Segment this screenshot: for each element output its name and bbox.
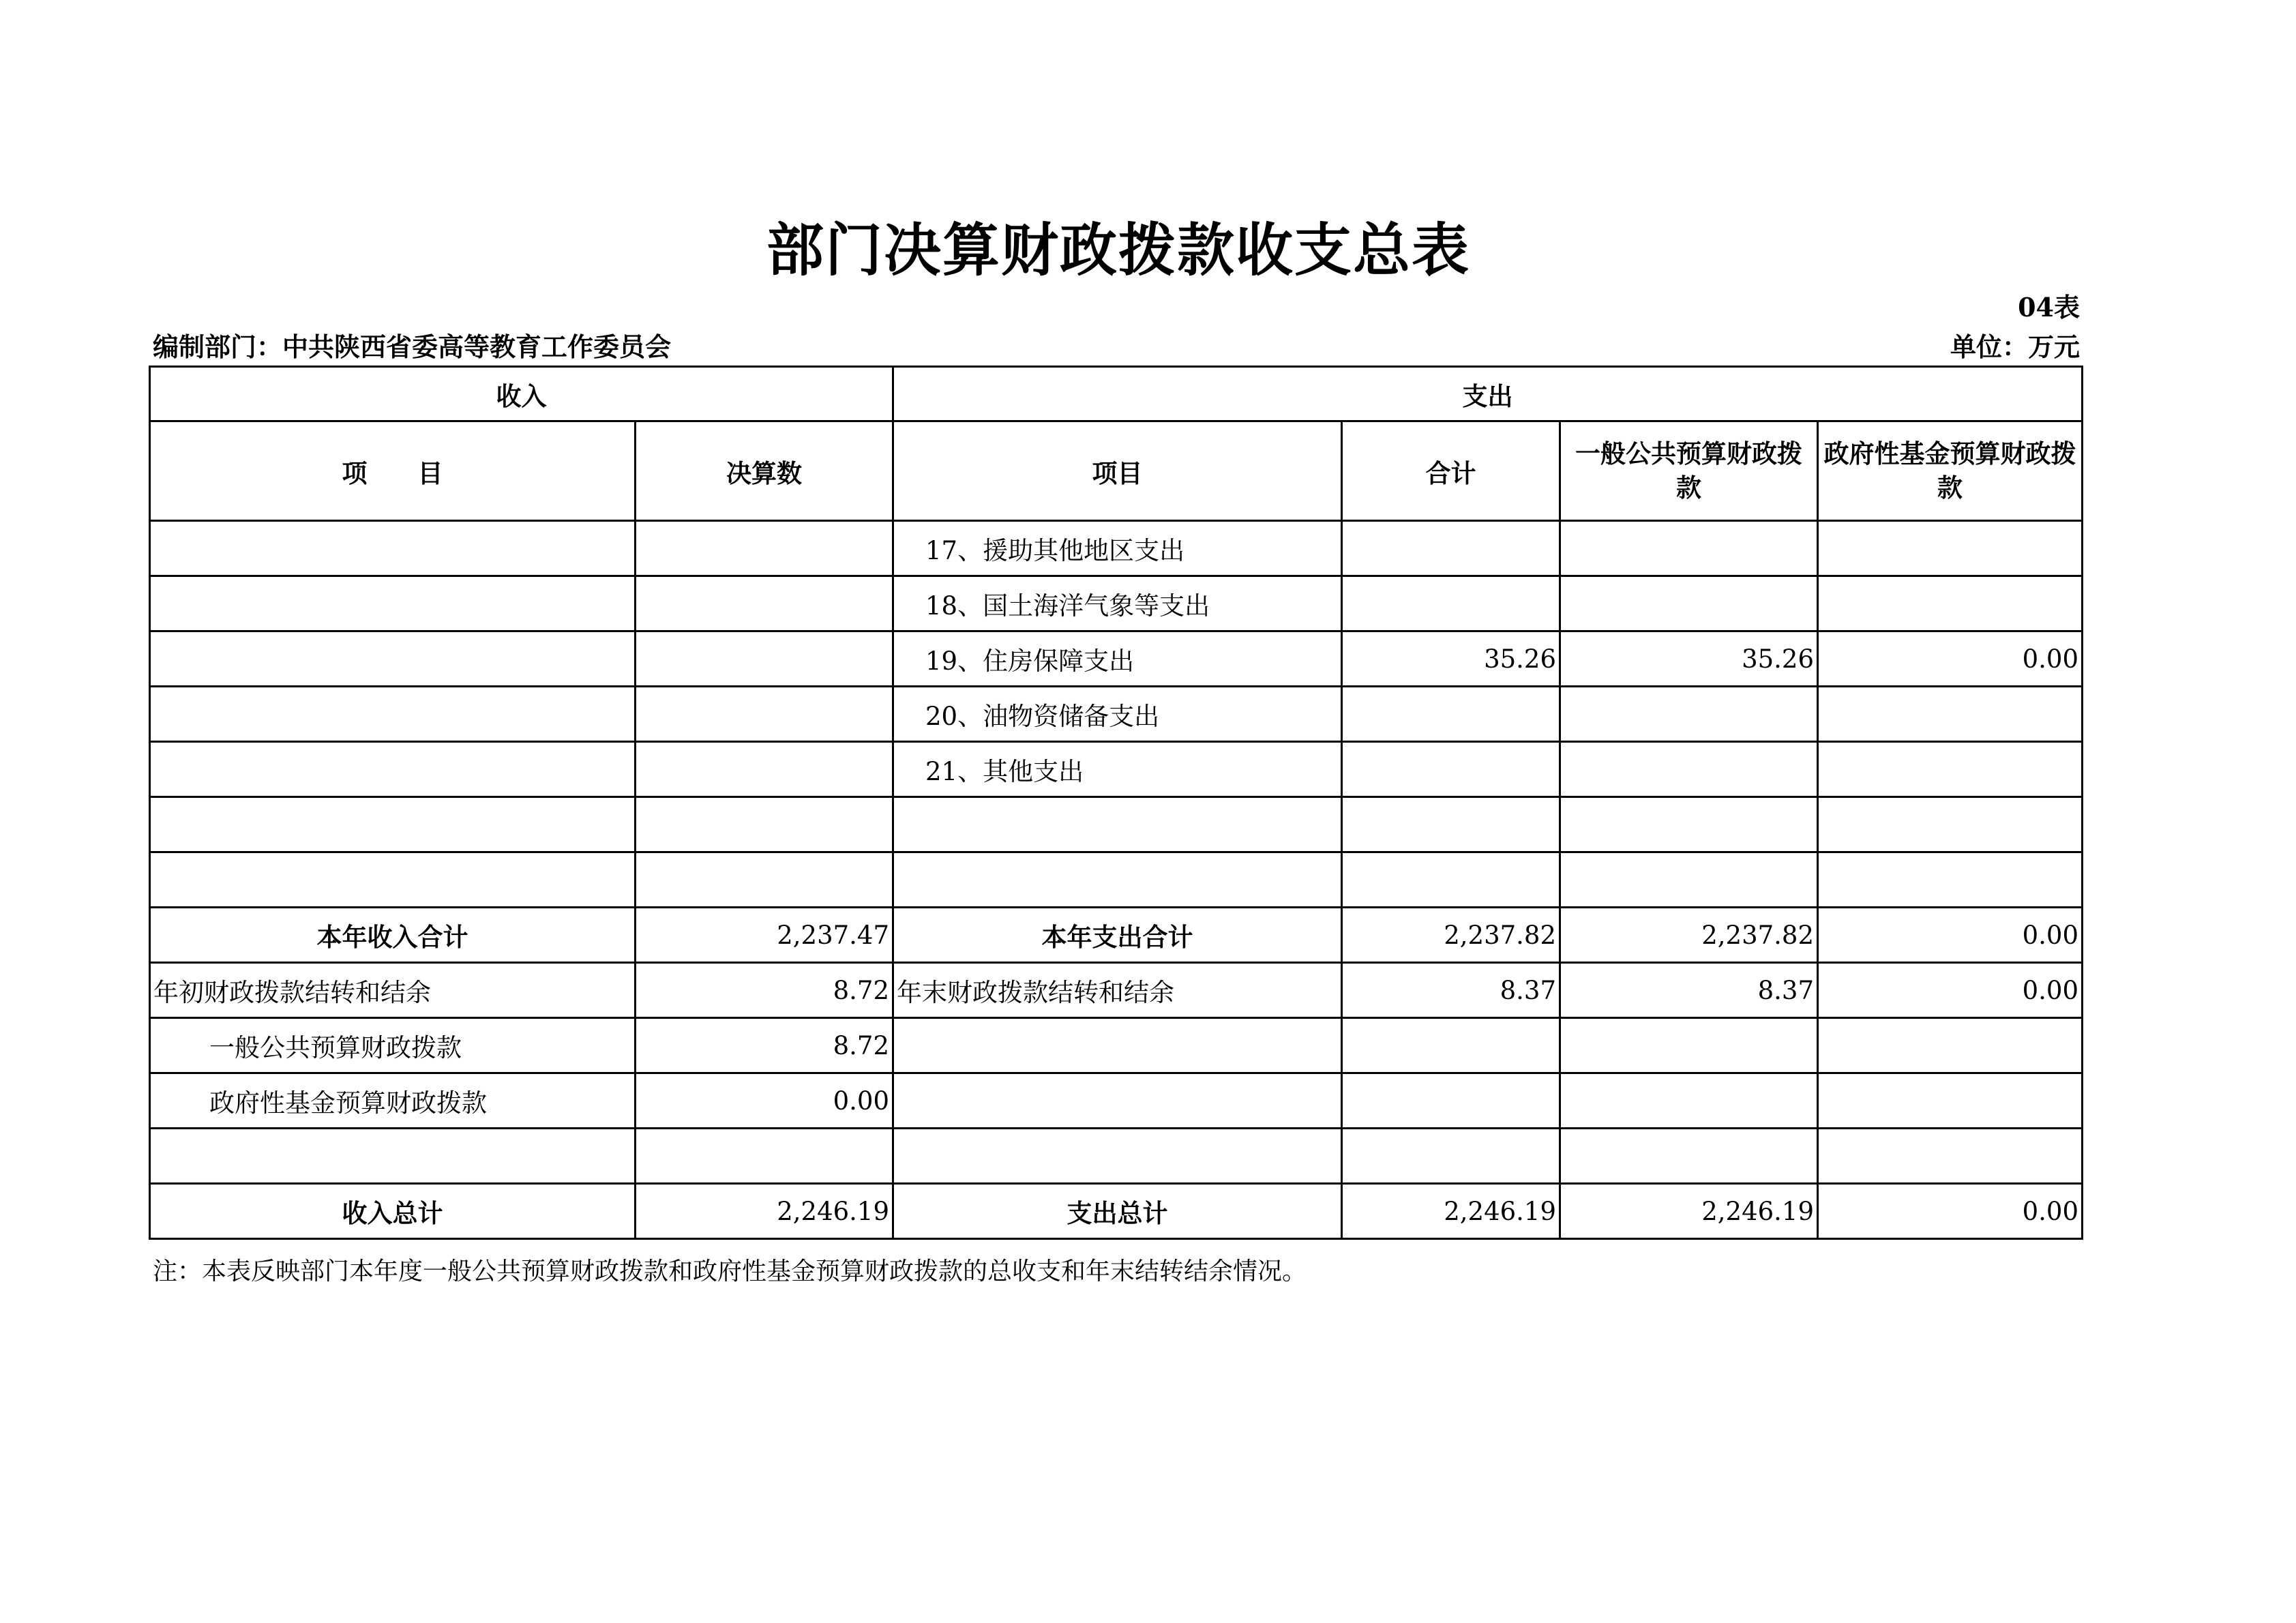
empty-cell	[893, 1073, 1342, 1129]
expense-general	[1560, 687, 1818, 742]
empty-cell	[1560, 1018, 1818, 1073]
table-row	[150, 631, 2083, 687]
carry-fund-row	[150, 1073, 2083, 1129]
table-number: 04表	[2018, 292, 2080, 323]
empty-cell	[893, 1129, 1342, 1184]
income-item	[150, 852, 636, 908]
table-row	[150, 687, 2083, 742]
empty-cell	[1560, 1073, 1818, 1129]
expense-header: 支出	[893, 367, 2083, 421]
year-expense-fund-value: 0.00	[1818, 908, 2083, 963]
income-item	[150, 576, 636, 631]
department-label: 编制部门：中共陕西省委高等教育工作委员会	[153, 331, 672, 362]
carry-general-value: 8.72	[636, 1018, 893, 1073]
grand-total-row	[150, 1184, 2083, 1239]
expense-total	[1342, 852, 1560, 908]
income-amount	[636, 631, 893, 687]
final-amount-header: 决算数	[636, 421, 893, 521]
expense-general	[1560, 852, 1818, 908]
income-amount	[636, 797, 893, 852]
income-item	[150, 742, 636, 797]
unit-label: 单位：万元	[1950, 331, 2080, 362]
expense-total: 35.26	[1342, 631, 1560, 687]
expense-general	[1560, 521, 1818, 576]
expense-fund: 0.00	[1818, 631, 2083, 687]
income-item-header: 项 目	[150, 421, 636, 521]
expense-item: 18、国土海洋气象等支出	[893, 576, 1342, 631]
expense-item: 17、援助其他地区支出	[893, 521, 1342, 576]
income-amount	[636, 852, 893, 908]
expense-total	[1342, 797, 1560, 852]
income-amount	[636, 521, 893, 576]
table-row	[150, 797, 2083, 852]
carry-in-value: 8.72	[636, 963, 893, 1018]
income-amount	[636, 687, 893, 742]
year-expense-general-value: 2,237.82	[1560, 908, 1818, 963]
year-income-total-value: 2,237.47	[636, 908, 893, 963]
income-item	[150, 631, 636, 687]
expense-total	[1342, 742, 1560, 797]
grand-expense-total: 2,246.19	[1342, 1184, 1560, 1239]
expense-total	[1342, 521, 1560, 576]
grand-expense-label: 支出总计	[893, 1184, 1342, 1239]
income-item	[150, 797, 636, 852]
grand-expense-general: 2,246.19	[1560, 1184, 1818, 1239]
blank-row	[150, 1129, 2083, 1184]
table-row	[150, 576, 2083, 631]
empty-cell	[893, 1018, 1342, 1073]
carry-out-general: 8.37	[1560, 963, 1818, 1018]
gov-fund-header: 政府性基金预算财政拨款	[1818, 421, 2083, 521]
expense-item	[893, 852, 1342, 908]
empty-cell	[1560, 1129, 1818, 1184]
empty-cell	[1818, 1073, 2083, 1129]
grand-expense-fund: 0.00	[1818, 1184, 2083, 1239]
expense-general	[1560, 742, 1818, 797]
year-total-row	[150, 908, 2083, 963]
income-amount	[636, 576, 893, 631]
carry-out-total: 8.37	[1342, 963, 1560, 1018]
expense-total	[1342, 576, 1560, 631]
empty-cell	[1342, 1018, 1560, 1073]
empty-cell	[1342, 1073, 1560, 1129]
income-item	[150, 687, 636, 742]
table-row	[150, 852, 2083, 908]
expense-general	[1560, 576, 1818, 631]
empty-cell	[150, 1129, 636, 1184]
expense-fund	[1818, 687, 2083, 742]
carry-out-fund: 0.00	[1818, 963, 2083, 1018]
grand-income-label: 收入总计	[150, 1184, 636, 1239]
carry-in-label: 年初财政拨款结转和结余	[150, 963, 636, 1018]
year-expense-total-value: 2,237.82	[1342, 908, 1560, 963]
page-title: 部门决算财政拨款收支总表	[766, 216, 1470, 284]
carry-row	[150, 963, 2083, 1018]
expense-fund	[1818, 852, 2083, 908]
grand-income-value: 2,246.19	[636, 1184, 893, 1239]
expense-item: 20、油物资储备支出	[893, 687, 1342, 742]
empty-cell	[1818, 1129, 2083, 1184]
income-item	[150, 521, 636, 576]
year-income-total-label: 本年收入合计	[150, 908, 636, 963]
empty-cell	[1818, 1018, 2083, 1073]
expense-item	[893, 797, 1342, 852]
carry-out-label: 年末财政拨款结转和结余	[893, 963, 1342, 1018]
empty-cell	[1342, 1129, 1560, 1184]
budget-table	[149, 366, 2083, 1240]
carry-general-label: 一般公共预算财政拨款	[150, 1018, 636, 1073]
total-header: 合计	[1342, 421, 1560, 521]
footnote: 注：本表反映部门本年度一般公共预算财政拨款和政府性基金预算财政拨款的总收支和年末结转结余情况。	[153, 1257, 1307, 1285]
expense-fund	[1818, 521, 2083, 576]
empty-cell	[636, 1129, 893, 1184]
income-header: 收入	[150, 367, 893, 421]
expense-general: 35.26	[1560, 631, 1818, 687]
expense-general	[1560, 797, 1818, 852]
table-row	[150, 521, 2083, 576]
expense-total	[1342, 687, 1560, 742]
carry-fund-value: 0.00	[636, 1073, 893, 1129]
year-expense-total-label: 本年支出合计	[893, 908, 1342, 963]
income-amount	[636, 742, 893, 797]
expense-item-header: 项目	[893, 421, 1342, 521]
carry-fund-label: 政府性基金预算财政拨款	[150, 1073, 636, 1129]
expense-fund	[1818, 797, 2083, 852]
expense-item: 21、其他支出	[893, 742, 1342, 797]
expense-fund	[1818, 742, 2083, 797]
table-row	[150, 742, 2083, 797]
expense-item: 19、住房保障支出	[893, 631, 1342, 687]
expense-fund	[1818, 576, 2083, 631]
carry-general-row	[150, 1018, 2083, 1073]
general-budget-header: 一般公共预算财政拨款	[1560, 421, 1818, 521]
